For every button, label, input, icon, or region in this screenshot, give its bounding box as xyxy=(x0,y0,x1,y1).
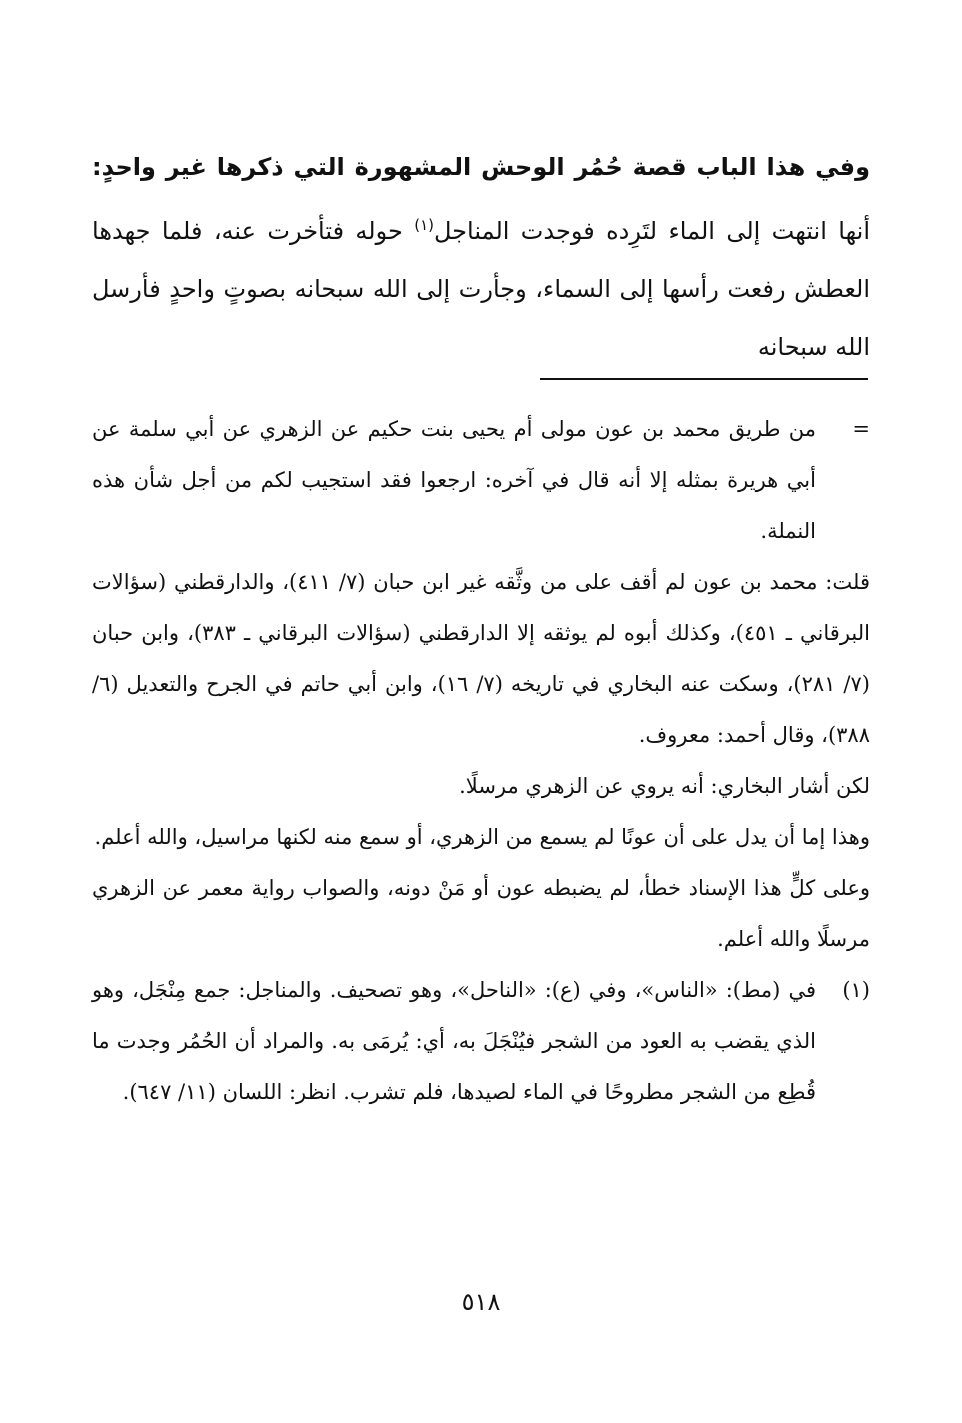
main-text-part1: أنها انتهت إلى الماء لتَرِده فوجدت المناجل xyxy=(434,217,870,245)
footnote-paragraph: قلت: محمد بن عون لم أقف على من وثَّقه غير ابن حبان (٧/ ٤١١)، والدارقطني (سؤالات البرقاني ـ ٤٥١)، وكذلك أبوه لم يوثقه إلا الدارقطني (سؤالات البرقاني ـ ٣٨٣)، وابن حبان (٧/ ٢٨١)، وسكت عنه البخاري في تاريخه (٧/ ١٦)، وابن أبي حاتم في الجرح والتعديل (٦/ ٣٨٨)، وقال أحمد: معروف. xyxy=(92,570,870,747)
footnotes xyxy=(92,404,870,1118)
footnote-paragraph: لكن أشار البخاري: أنه يروي عن الزهري مرسلًا. xyxy=(459,774,870,798)
footnote-text: من طريق محمد بن عون مولى أم يحيى بنت حكيم عن الزهري عن أبي سلمة عن أبي هريرة بمثله إلا أنه قال في آخره: ارجعوا فقد استجيب لكم من أجل شأن هذه النملة. xyxy=(92,417,816,543)
footnote-separator xyxy=(540,378,868,380)
footnote-reference: (١) xyxy=(414,216,434,234)
footnote-1-marker: (١) xyxy=(842,978,870,1002)
footnote-1-text: في (مط): «الناس»، وفي (ع): «الناحل»، وهو تصحيف. والمناجل: جمع مِنْجَل، وهو الذي يقضب به العود من الشجر فيُنْجَلَ به، أي: يُرمَى به. والمراد أن الحُمُر وجدت ما قُطِع من الشجر مطروحًا في الماء لصيدها، فلم تشرب. انظر: اللسان (١١/ ٦٤٧). xyxy=(92,978,816,1104)
footnote-paragraph xyxy=(92,404,870,557)
footnote-1 xyxy=(92,965,870,1118)
page-number: ٥١٨ xyxy=(461,1288,501,1316)
main-text xyxy=(92,138,870,376)
main-text-lead: وفي هذا الباب قصة حُمُر الوحش المشهورة التي ذكرها غير واحدٍ: xyxy=(92,153,870,181)
continuation-marker: = xyxy=(852,417,870,441)
footnote-paragraph: وهذا إما أن يدل على أن عونًا لم يسمع من الزهري، أو سمع منه لكنها مراسيل، والله أعلم. xyxy=(94,825,870,849)
main-text-part2: حوله فتأخرت عنه، فلما جهدها العطش رفعت رأسها إلى السماء، وجأرت إلى الله سبحانه بصوتٍ واحدٍ فأرسل الله سبحانه xyxy=(92,217,870,361)
footnote-paragraph: وعلى كلٍّ هذا الإسناد خطأ، لم يضبطه عون أو مَنْ دونه، والصواب رواية معمر عن الزهري مرسلًا والله أعلم. xyxy=(92,876,870,951)
